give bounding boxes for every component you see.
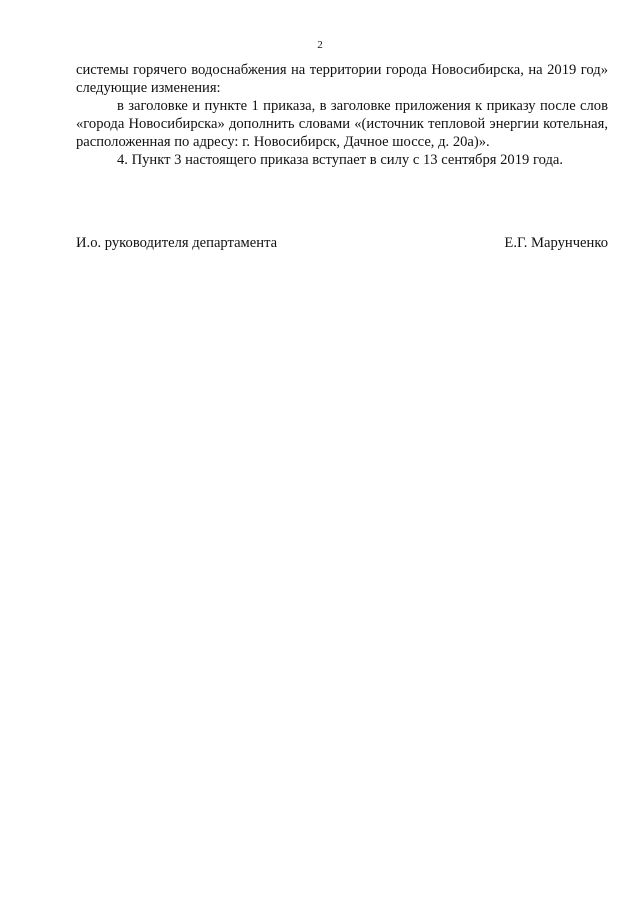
- document-body: [76, 61, 608, 169]
- paragraph-continuation: системы горячего водоснабжения на территории города Новосибирска, на 2019 год» следующие изменения:: [76, 62, 608, 96]
- signatory-name: Е.Г. Марунченко: [504, 235, 608, 251]
- signature-block: [76, 234, 608, 252]
- paragraph-effective-date: 4. Пункт 3 настоящего приказа вступает в силу с 13 сентября 2019 года.: [117, 152, 564, 168]
- paragraph-amendment: в заголовке и пункте 1 приказа, в заголовке приложения к приказу после слов «города Новосибирска» дополнить словами «(источник тепловой энергии котельная, расположенная по адресу: г. Новосибирск, Дачное шоссе, д. 20а)».: [76, 98, 608, 150]
- page-number: 2: [317, 39, 323, 51]
- signatory-position: И.о. руководителя департамента: [76, 235, 278, 251]
